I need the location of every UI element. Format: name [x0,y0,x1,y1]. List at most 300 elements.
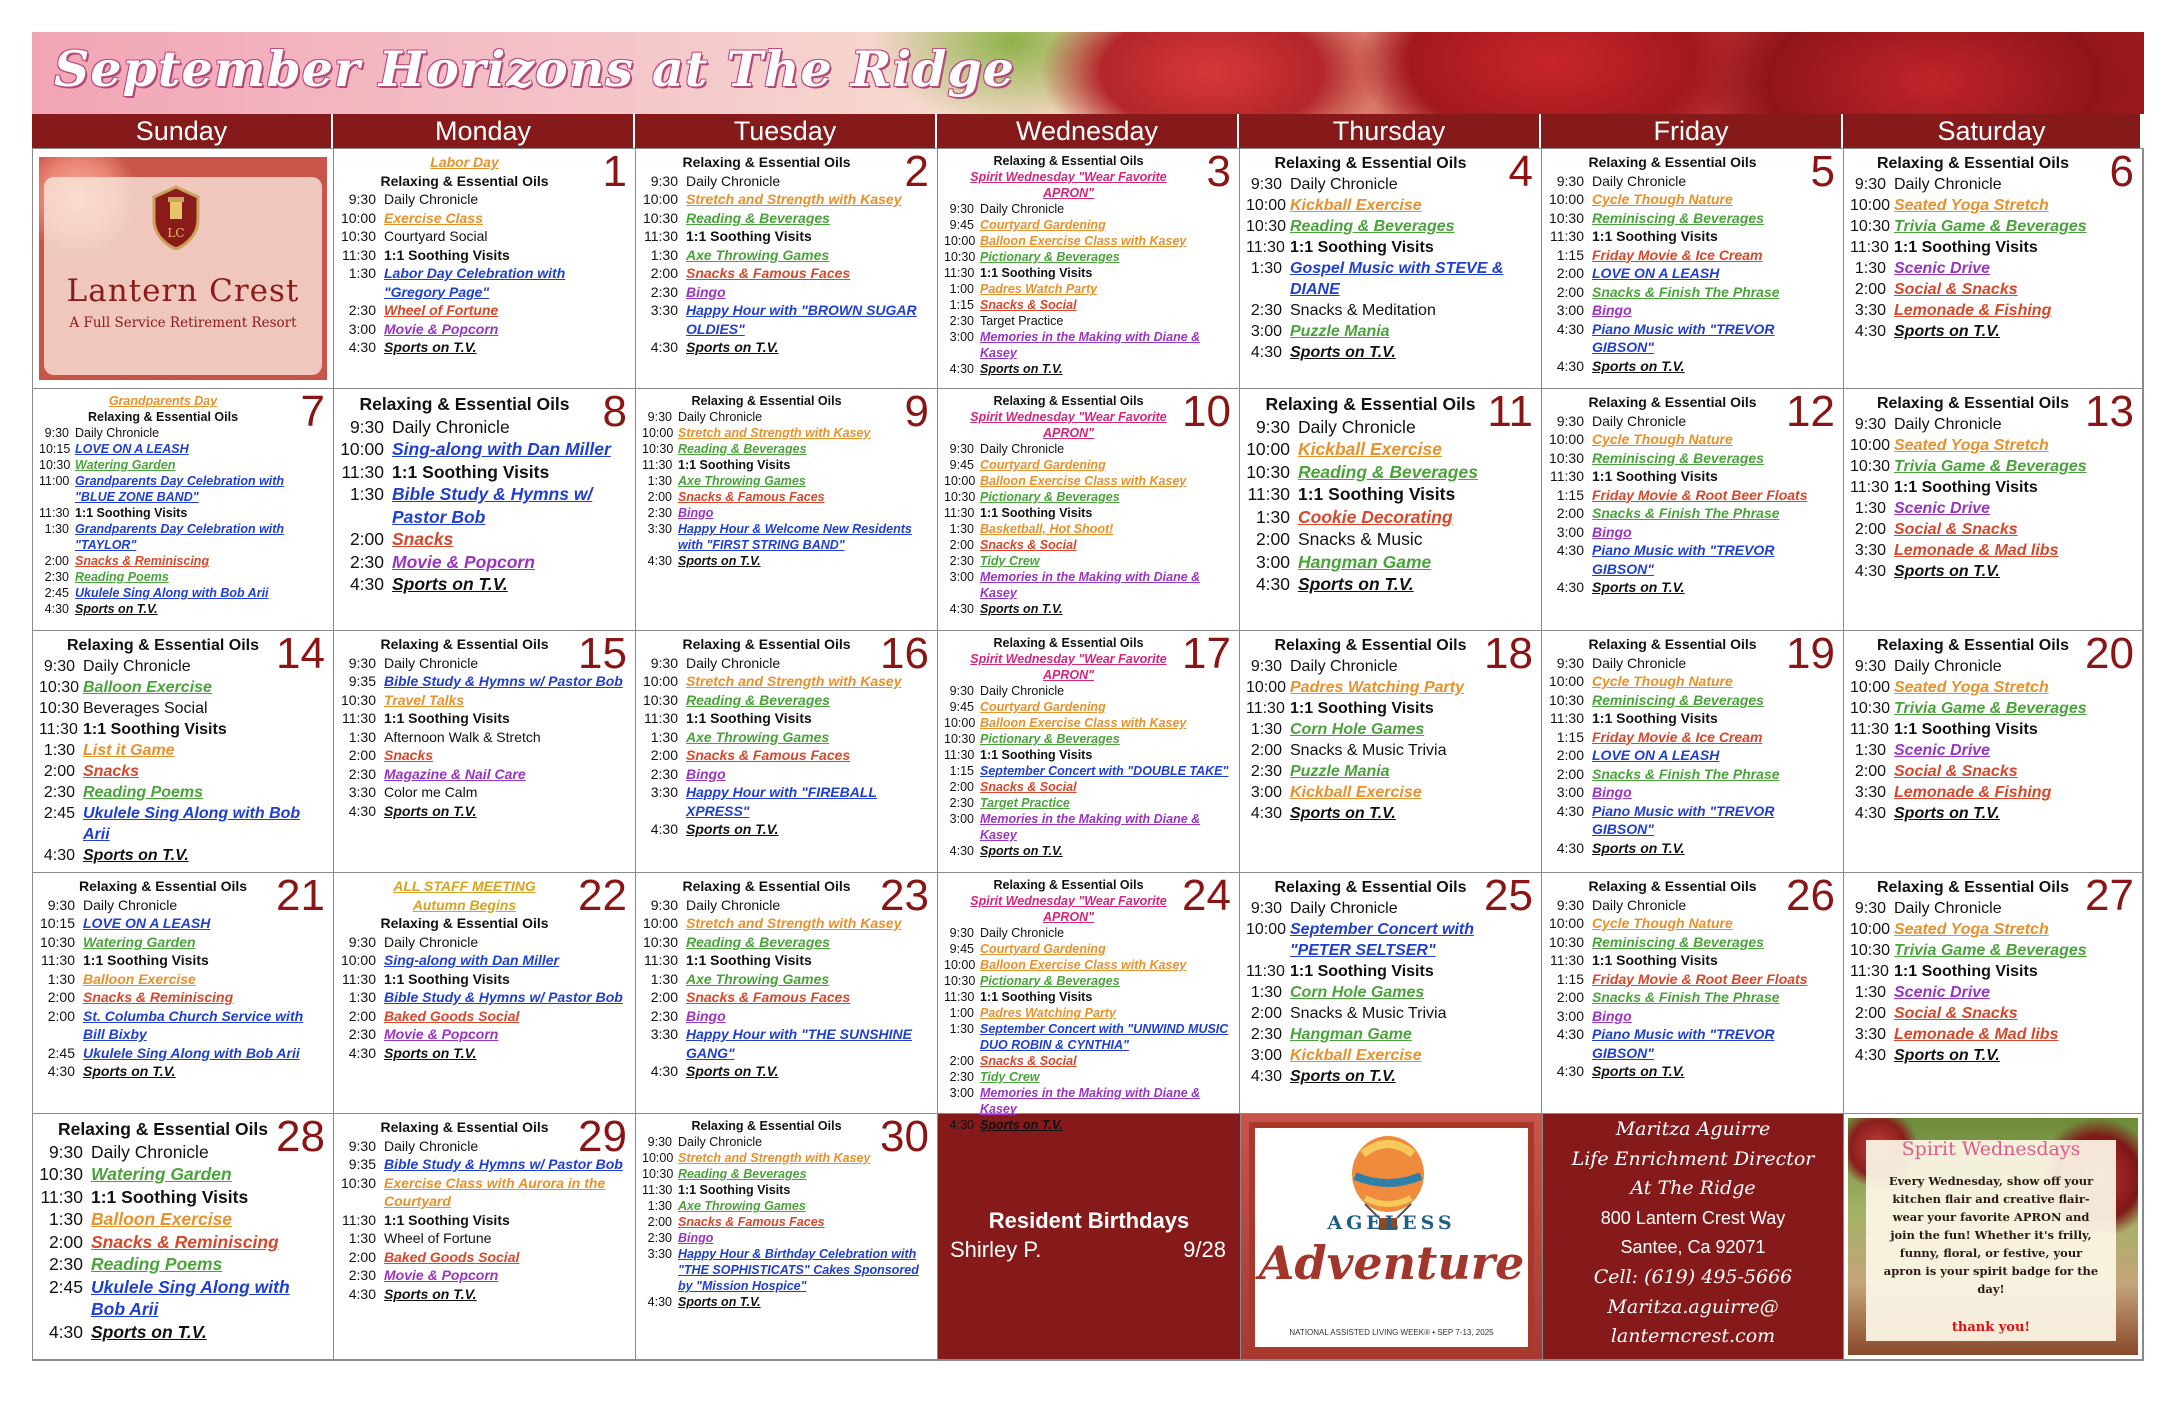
activity-name: Sports on T.V. [686,821,779,837]
activity-row [1850,782,2136,803]
activity-name: Piano Music with "TREVOR GIBSON" [1592,542,1775,577]
activity-name: LOVE ON A LEASH [1592,265,1720,281]
activity-time: 9:30 [650,896,678,913]
activity-name: Trivia Game & Beverages [1894,942,2087,959]
activity-row [1548,190,1837,209]
activity-time: 2:30 [44,570,69,584]
activity-name: Relaxing & Essential Oils [57,1119,269,1139]
activity-name: Snacks & Finish The Phrase [1592,989,1780,1005]
activity-name: Bingo [1592,784,1632,800]
activity-row [39,457,327,473]
activity-row [944,473,1233,489]
activity-row [944,489,1233,505]
activity-row [39,698,327,719]
activity-row [944,715,1233,731]
calendar-sheet [32,32,2144,1361]
activity-time: 1:30 [647,474,672,488]
activity-row [340,970,629,989]
activity-time: 10:30 [642,1167,674,1181]
day-cell [1844,149,2143,389]
activity-row [642,951,931,970]
activity-time: 9:30 [1854,900,1886,917]
activity-row [39,1186,327,1209]
activity-time: 2:30 [949,796,974,810]
activity-time: 9:30 [48,1141,83,1162]
activity-row [340,416,629,439]
activity-name: Sports on T.V. [686,1063,779,1079]
activity-name: Snacks & Finish The Phrase [1592,283,1780,300]
activity-name: Relaxing & Essential Oils [380,172,549,189]
activity-name: Memories in the Making with Diane & Kasey [980,812,1201,842]
activity-name: Axe Throwing Games [678,1199,806,1213]
activity-time: 3:00 [1556,1007,1584,1024]
activity-time: 1:30 [44,522,69,536]
activity-row [1548,578,1837,597]
activity-time: 3:30 [348,784,376,800]
activity-name: Happy Hour & Birthday Celebration with "THE SOPHISTICATS" Cakes Sponsored by "Mission Hospice" [678,1247,919,1293]
activity-time: 9:30 [348,191,376,207]
day-number: 23 [880,871,929,920]
activity-row [642,457,931,473]
activity-name: Sports on T.V. [678,554,761,568]
activity-time: 10:30 [39,679,80,696]
apple-orchard-photo [1848,1118,2138,1355]
activity-time: 10:30 [39,458,71,472]
activity-row [39,1276,327,1321]
activity-name: Sports on T.V. [91,1321,207,1342]
activity-time: 10:15 [39,442,71,456]
activity-row [1548,1025,1837,1062]
email-line-1: Maritza.aguirre@ [1607,1296,1779,1318]
activity-name: Courtyard Gardening [980,218,1106,232]
activity-name: Sports on T.V. [980,362,1063,376]
activity-time: 3:00 [1250,784,1282,801]
activity-time: 4:30 [650,339,678,355]
activity-name: Baked Goods Social [384,1007,520,1024]
activity-name: Daily Chronicle [678,410,763,424]
activity-time: 11:30 [1850,239,1889,256]
activity-time: 9:30 [1250,176,1282,193]
activity-name: Kickball Exercise [1290,1047,1422,1064]
activity-name: Sports on T.V. [384,802,477,819]
activity-name: 1:1 Soothing Visits [678,458,791,472]
activity-time: 11:30 [41,952,75,968]
activity-row [340,951,629,970]
activity-name: Sports on T.V. [1894,805,2000,822]
activity-row [1246,1024,1535,1045]
activity-time: 10:00 [1246,439,1290,459]
activity-time: 11:30 [341,461,384,482]
activity-name: Sports on T.V. [1894,323,2000,340]
activity-name: Daily Chronicle [1298,416,1416,437]
activity-time: 11:30 [642,1183,673,1197]
activity-time: 3:00 [1250,323,1282,340]
activity-time: 4:30 [1250,1068,1282,1085]
weekday-saturday: Saturday [1843,114,2142,148]
activity-row [340,802,629,821]
activity-row [39,740,327,761]
activity-time: 4:30 [949,362,974,376]
activity-time: 2:30 [650,1007,678,1024]
activity-row [642,1230,931,1246]
activity-row [1850,153,2136,174]
activity-name: 1:1 Soothing Visits [980,990,1093,1004]
activity-name: Sports on T.V. [1290,1068,1396,1085]
activity-time: 2:00 [647,1215,672,1229]
activity-name: Snacks & Finish The Phrase [1592,765,1780,782]
activity-row [642,409,931,425]
day-number: 5 [1810,147,1835,196]
activity-name: Exercise Class with Aurora in the Courtyard [384,1174,606,1209]
activity-row [944,941,1233,957]
activity-row [39,425,327,441]
day-number: 8 [602,387,627,436]
activity-time: 9:30 [949,202,974,216]
activity-row [642,489,931,505]
activity-time: 11:30 [1246,239,1285,256]
activity-row [1850,1045,2136,1066]
activity-time: 10:30 [642,442,674,456]
activity-row [39,393,327,409]
activity-row [944,989,1233,1005]
activity-row [1850,174,2136,195]
activity-time: 3:30 [650,784,678,800]
activity-row [39,601,327,617]
contact-panel [1543,1114,1844,1360]
activity-name: Daily Chronicle [1592,172,1687,189]
day-number: 26 [1786,871,1835,920]
activity-name: Reading & Beverages [686,933,830,950]
activity-time: 9:30 [949,926,974,940]
activity-time: 10:30 [642,691,678,708]
activity-time: 1:30 [1250,984,1282,1001]
activity-row [340,1007,629,1026]
activity-row [1850,300,2136,321]
activity-name: Daily Chronicle [1592,412,1687,429]
activity-row [944,1053,1233,1069]
activity-name: 1:1 Soothing Visits [83,952,209,968]
activity-time: 1:30 [650,246,678,263]
activity-row [1850,803,2136,824]
activity-name: Cookie Decorating [1298,506,1453,527]
adventure-label: Adventure [1258,1236,1525,1290]
activity-time: 2:00 [1854,281,1886,298]
activity-name: Sing-along with Dan Miller [384,952,559,968]
activity-time: 9:30 [47,896,75,913]
activity-name: Reminiscing & Beverages [1592,449,1764,466]
activity-row [340,1285,629,1304]
logo-cell [33,149,334,389]
activity-row [1548,301,1837,320]
activity-row [39,677,327,698]
activity-name: Relaxing & Essential Oils [1588,878,1757,894]
activity-row [944,233,1233,249]
activity-time: 9:30 [1250,900,1282,917]
activity-row [340,988,629,1007]
activity-row [944,1085,1233,1117]
activity-name: Friday Movie & Root Beer Floats [1592,970,1808,987]
activity-time: 3:30 [1854,542,1886,559]
activity-row [1548,746,1837,765]
day-number: 17 [1182,629,1231,678]
activity-name: Pictionary & Beverages [980,490,1120,504]
activity-time: 4:30 [1250,805,1282,822]
activity-row [1246,1066,1535,1087]
director-role: Life Enrichment Director [1571,1148,1815,1170]
activity-name: 1:1 Soothing Visits [392,461,550,482]
activity-row [340,393,629,416]
activity-row [944,457,1233,473]
activity-time: 2:00 [348,1007,376,1024]
activity-row [642,190,931,209]
activity-name: St. Columba Church Service with Bill Bixby [83,1007,304,1042]
activity-row [39,933,327,952]
activity-time: 10:00 [340,439,384,459]
activity-row [340,1248,629,1267]
activity-time: 2:00 [43,763,75,780]
day-number: 19 [1786,629,1835,678]
activity-time: 10:15 [39,915,75,931]
activity-row [1850,321,2136,342]
ageless-label: AGELESS [1327,1212,1456,1234]
activity-row [1850,1003,2136,1024]
activity-row [39,803,327,845]
activity-name: Piano Music with "TREVOR GIBSON" [1592,320,1775,355]
activity-time: 2:30 [647,506,672,520]
day-number: 9 [904,387,929,436]
activity-row [944,973,1233,989]
activity-time: 10:00 [642,426,674,440]
activity-row [1246,551,1535,574]
activity-row [1548,541,1837,578]
activity-row [1246,258,1535,300]
activity-time: 2:00 [48,1231,83,1252]
activity-name: Relaxing & Essential Oils [1876,395,2070,412]
activity-time: 9:30 [647,1135,672,1149]
activity-row [340,528,629,551]
activity-time: 2:00 [650,747,678,763]
activity-row [39,782,327,803]
day-number: 20 [2085,629,2134,678]
activity-name: Snacks & Reminiscing [91,1231,279,1252]
activity-name: Reading Poems [75,570,169,584]
day-number: 6 [2109,147,2134,196]
activity-time: 11:30 [1247,484,1290,504]
activity-name: Daily Chronicle [384,191,479,207]
activity-row [1246,321,1535,342]
activity-row [1548,486,1837,505]
activity-name: Daily Chronicle [91,1141,209,1162]
activity-name: Sports on T.V. [980,1118,1063,1132]
activity-row [1246,982,1535,1003]
title-banner [32,32,2144,114]
activity-name: Target Practice [980,314,1064,328]
activity-time: 10:30 [1548,933,1584,950]
activity-name: Cycle Though Nature [1592,915,1733,931]
day-cell [33,1114,334,1360]
day-cell [1542,389,1844,631]
activity-row [39,761,327,782]
activity-name: Relaxing & Essential Oils [993,394,1144,408]
activity-row [340,933,629,952]
activity-name: Snacks & Reminiscing [75,554,210,568]
activity-name: 1:1 Soothing Visits [384,246,510,263]
activity-name: Trivia Game & Beverages [1894,458,2087,475]
activity-time: 1:30 [949,1022,974,1036]
activity-time: 2:00 [1556,989,1584,1005]
activity-time: 2:30 [1250,763,1282,780]
activity-row [1850,719,2136,740]
activity-name: Snacks [392,529,454,549]
activity-name: Movie & Popcorn [392,551,535,572]
activity-time: 11:30 [1550,228,1584,244]
activity-row [642,1198,931,1214]
activity-name: Daily Chronicle [1592,654,1687,671]
activity-name: Sports on T.V. [1290,344,1396,361]
activity-row [642,746,931,765]
activity-name: Axe Throwing Games [686,728,830,745]
activity-row [1548,1062,1837,1081]
activity-name: Bingo [1592,523,1632,540]
activity-row [1850,540,2136,561]
activity-row [340,172,629,191]
activity-time: 1:30 [1250,260,1282,277]
activity-name: 1:1 Soothing Visits [686,952,812,968]
activity-time: 11:30 [342,1211,376,1228]
activity-time: 2:00 [47,1007,75,1024]
activity-name: Spirit Wednesday "Wear Favorite APRON" [970,410,1167,440]
activity-row [39,719,327,740]
activity-row [642,1166,931,1182]
activity-row [642,209,931,228]
activity-row [642,970,931,989]
activity-name: Balloon Exercise Class with Kasey [980,716,1187,730]
activity-time: 10:00 [1850,679,1891,696]
activity-time: 10:30 [1246,218,1287,235]
activity-name: Social & Snacks [1894,1005,2018,1022]
activity-name: Bingo [1592,302,1632,318]
activity-name: Magazine & Nail Care [384,765,526,782]
activity-time: 10:30 [944,974,976,988]
activity-row [1548,709,1837,728]
activity-name: Movie & Popcorn [384,1267,499,1283]
day-number: 24 [1182,871,1231,920]
day-cell [1240,873,1542,1114]
activity-time: 2:45 [43,805,75,822]
activity-name: Friday Movie & Ice Cream [1592,728,1763,745]
activity-row [944,217,1233,233]
activity-row [340,1211,629,1230]
activity-time: 3:30 [650,302,678,318]
activity-row [340,483,629,528]
activity-row [340,264,629,301]
activity-name: Reading & Beverages [686,691,830,708]
day-cell [1542,873,1844,1114]
ageless-adventure-panel [1241,1114,1543,1360]
activity-time: 10:30 [340,228,376,244]
activity-time: 1:30 [349,484,384,504]
activity-name: Balloon Exercise [83,679,212,696]
activity-time: 9:30 [1556,412,1584,429]
activity-row [1548,765,1837,784]
activity-time: 3:00 [949,330,974,344]
activity-row [1246,573,1535,596]
activity-row [1246,174,1535,195]
activity-name: 1:1 Soothing Visits [1298,484,1456,504]
activity-row [944,683,1233,699]
day-cell [33,389,334,631]
activity-time: 11:30 [39,721,78,738]
activity-row [39,845,327,866]
activity-row [1246,528,1535,551]
activity-time: 1:30 [949,522,974,536]
activity-row [1246,483,1535,506]
activity-name: Relaxing & Essential Oils [682,636,851,652]
activity-row [1548,523,1837,542]
activity-time: 2:00 [1250,742,1282,759]
activity-time: 9:35 [348,1156,376,1172]
activity-name: Padres Watching Party [980,1006,1116,1020]
activity-row [39,1231,327,1254]
activity-name: Daily Chronicle [83,896,178,913]
activity-name: Sports on T.V. [1592,579,1685,595]
activity-time: 4:30 [348,802,376,819]
activity-time: 2:45 [44,586,69,600]
day-number: 13 [2085,387,2134,436]
day-cell [636,389,938,631]
activity-name: Grandparents Day Celebration with "TAYLOR" [75,522,285,552]
activity-name: Trivia Game & Beverages [1894,700,2087,717]
activity-row [944,313,1233,329]
activity-time: 2:00 [348,1248,376,1265]
activity-row [340,461,629,484]
activity-time: 9:45 [949,942,974,956]
ageless-adventure-badge [1249,1122,1534,1353]
day-cell [1542,149,1844,389]
activity-row [642,473,931,489]
activity-row [642,709,931,728]
activity-time: 10:30 [1850,458,1891,475]
activity-time: 1:30 [650,728,678,745]
activity-name: 1:1 Soothing Visits [1894,479,2038,496]
activity-time: 2:00 [949,1054,974,1068]
activity-time: 9:30 [349,416,384,437]
activity-name: Kickball Exercise [1290,784,1422,801]
activity-time: 2:00 [47,989,75,1005]
activity-time: 10:00 [944,234,976,248]
activity-time: 1:30 [1854,260,1886,277]
activity-name: 1:1 Soothing Visits [384,1211,510,1228]
activity-name: Stretch and Strength with Kasey [686,673,902,689]
activity-time: 11:30 [944,506,975,520]
activity-name: Hangman Game [1298,551,1432,572]
activity-row [944,843,1233,859]
activity-name: Relaxing & Essential Oils [380,915,549,931]
activity-row [39,505,327,521]
activity-row [1850,237,2136,258]
weekday-wednesday: Wednesday [937,114,1239,148]
activity-time: 4:30 [647,1295,672,1309]
activity-row [340,1044,629,1063]
activity-time: 10:00 [1548,191,1584,207]
activity-name: Relaxing & Essential Oils [1274,637,1467,654]
birthday-date: 9/28 [1183,1237,1226,1262]
activity-time: 10:30 [1548,209,1584,226]
activity-row [944,153,1233,169]
activity-name: 1:1 Soothing Visits [1592,952,1718,968]
activity-name: Gospel Music with STEVE & DIANE [1290,260,1504,298]
activity-row [1850,919,2136,940]
